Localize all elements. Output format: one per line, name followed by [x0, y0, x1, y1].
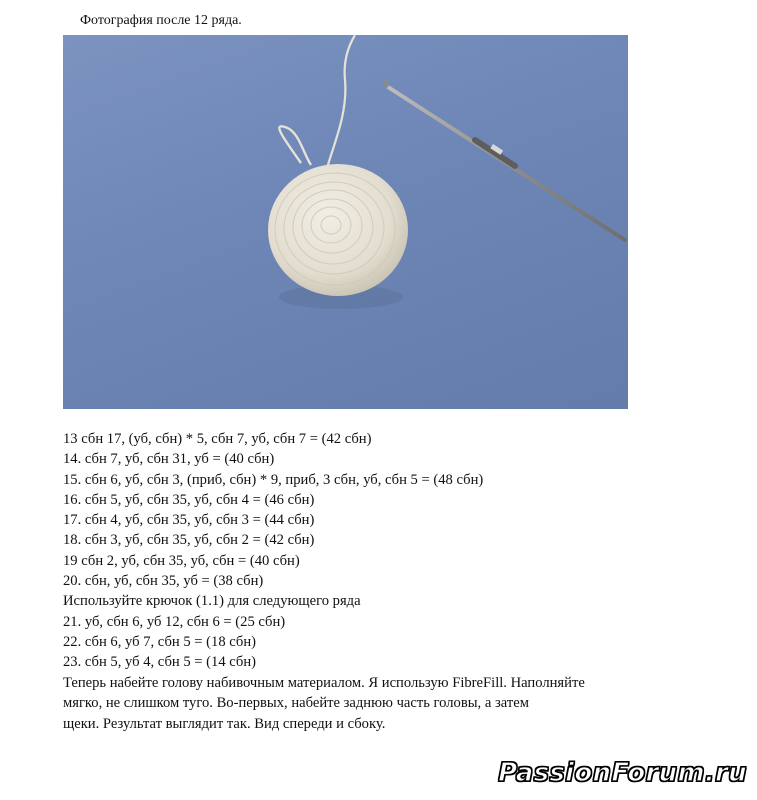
paragraph-line: щеки. Результат выглядит так. Вид спереди и сбоку. — [63, 715, 386, 732]
pattern-row: 23. сбн 5, уб 4, сбн 5 = (14 сбн) — [63, 654, 257, 671]
pattern-row: 19 сбн 2, уб, сбн 35, уб, сбн = (40 сбн) — [63, 552, 300, 569]
yarn-loop — [279, 126, 311, 165]
pattern-row: 22. сбн 6, уб 7, сбн 5 = (18 сбн) — [63, 633, 257, 650]
pattern-note: Используйте крючок (1.1) для следующего ряда — [63, 593, 361, 610]
pattern-row: 20. сбн, уб, сбн 35, уб = (38 сбн) — [63, 573, 264, 590]
crochet-hook — [384, 79, 625, 240]
pattern-row: 14. сбн 7, уб, сбн 31, уб = (40 сбн) — [63, 451, 275, 468]
paragraph-line: Теперь набейте голову набивочным материалом. Я использую FibreFill. Наполняйте — [63, 675, 585, 691]
crochet-photo — [63, 35, 628, 409]
pattern-row: 18. сбн 3, уб, сбн 35, уб, сбн 2 = (42 сбн) — [63, 532, 315, 549]
crochet-ball — [268, 164, 408, 296]
instructions-paragraph — [63, 673, 723, 734]
crochet-ball-illustration — [63, 35, 628, 409]
pattern-row: 21. уб, сбн 6, уб 12, сбн 6 = (25 сбн) — [63, 613, 286, 630]
photo-caption: Фотография после 12 ряда. — [80, 13, 242, 28]
site-watermark: PassionForum.ru — [498, 758, 747, 788]
pattern-row: 15. сбн 6, уб, сбн 3, (приб, сбн) * 9, приб, 3 сбн, уб, сбн 5 = (48 сбн) — [63, 471, 484, 488]
pattern-row: 17. сбн 4, уб, сбн 35, уб, сбн 3 = (44 сбн) — [63, 512, 315, 529]
paragraph-line: мягко, не слишком туго. Во-первых, набейте заднюю часть головы, а затем — [63, 695, 529, 712]
pattern-rows — [63, 429, 723, 673]
yarn-tail — [325, 35, 355, 175]
pattern-row: 16. сбн 5, уб, сбн 35, уб, сбн 4 = (46 сбн) — [63, 491, 315, 508]
pattern-row: 13 сбн 17, (уб, сбн) * 5, сбн 7, уб, сбн 7 = (42 сбн) — [63, 431, 372, 447]
